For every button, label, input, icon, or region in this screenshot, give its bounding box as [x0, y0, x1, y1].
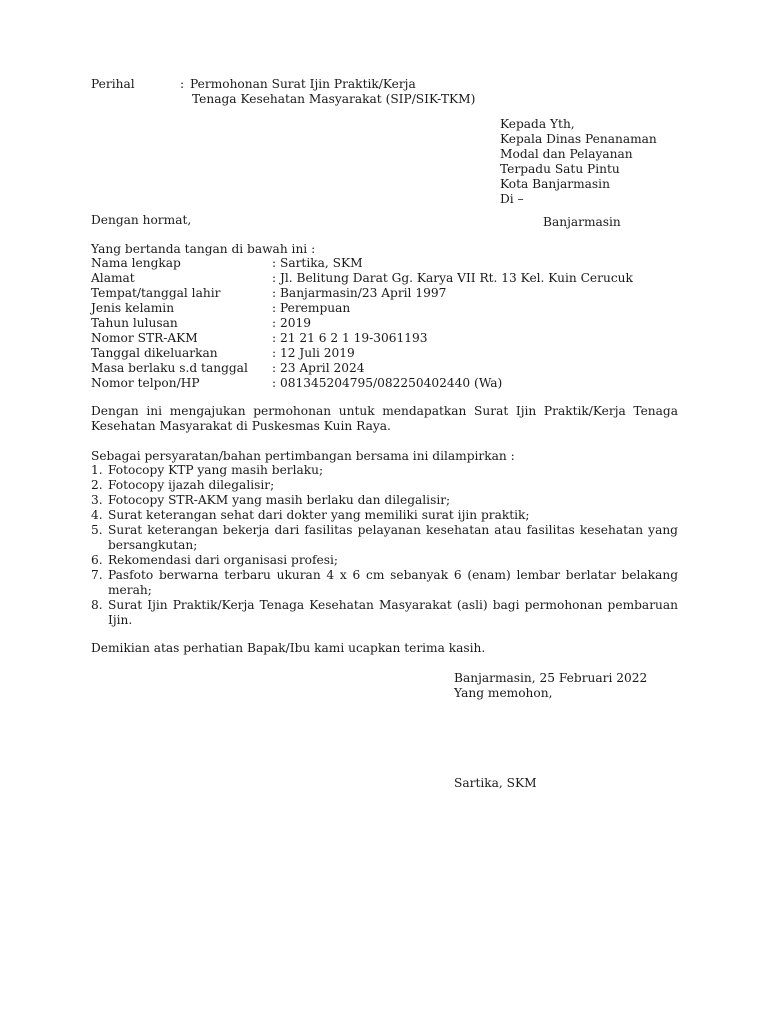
requirements-intro: Sebagai persyaratan/bahan pertimbangan bersama ini dilampirkan : [91, 449, 515, 463]
detail-label: Jenis kelamin [91, 301, 175, 315]
detail-row [91, 331, 633, 346]
detail-row [91, 316, 633, 331]
detail-label: Nomor STR-AKM [91, 331, 198, 345]
requirement-text: Surat keterangan sehat dari dokter yang memiliki surat ijin praktik; [108, 508, 530, 522]
detail-value: : Perempuan [272, 301, 351, 315]
closing-text: Demikian atas perhatian Bapak/Ibu kami ucapkan terima kasih. [91, 641, 486, 655]
salutation: Dengan hormat, [91, 213, 192, 227]
recipient-city: Banjarmasin [543, 215, 621, 229]
detail-label: Nomor telpon/HP [91, 376, 200, 390]
detail-row [91, 376, 633, 391]
detail-value: : 081345204795/082250402440 (Wa) [272, 376, 503, 390]
requirement-item [91, 553, 678, 568]
requirement-item [91, 598, 678, 628]
recipient-line: Kepada Yth, [500, 117, 575, 131]
requirement-number: 4. [91, 508, 103, 522]
detail-label: Alamat [91, 271, 135, 285]
detail-row [91, 256, 633, 271]
requirement-number: 1. [91, 463, 103, 477]
detail-label: Tahun lulusan [91, 316, 178, 330]
applicant-details [91, 256, 633, 391]
requirement-number: 5. [91, 523, 103, 537]
requirement-number: 3. [91, 493, 103, 507]
recipient-block [500, 117, 657, 230]
requirements-list [91, 463, 678, 628]
signature-label: Yang memohon, [454, 686, 553, 700]
detail-value: : 2019 [272, 316, 311, 330]
requirement-text: Fotocopy KTP yang masih berlaku; [108, 463, 324, 477]
detail-value: : Sartika, SKM [272, 256, 363, 270]
request-paragraph: Dengan ini mengajukan permohonan untuk mendapatkan Surat Ijin Praktik/Kerja Tenaga Kesehatan Masyarakat di Puskesmas Kuin Raya. [91, 404, 678, 433]
requirement-item [91, 478, 678, 493]
detail-row [91, 271, 633, 286]
requirement-item [91, 568, 678, 598]
requirement-number: 8. [91, 598, 103, 612]
detail-label: Tanggal dikeluarkan [91, 346, 218, 360]
requirement-text: Fotocopy ijazah dilegalisir; [108, 478, 275, 492]
signature-place-date: Banjarmasin, 25 Februari 2022 [454, 671, 648, 685]
detail-row [91, 286, 633, 301]
detail-value: : 21 21 6 2 1 19-3061193 [272, 331, 428, 345]
perihal-colon: : [180, 77, 185, 91]
intro-text: Yang bertanda tangan di bawah ini : [91, 242, 316, 256]
recipient-line: Terpadu Satu Pintu [500, 162, 620, 176]
recipient-line: Kota Banjarmasin [500, 177, 610, 191]
detail-row [91, 361, 633, 376]
perihal-subject-line2: Tenaga Kesehatan Masyarakat (SIP/SIK-TKM) [192, 92, 476, 106]
perihal-subject-line1: Permohonan Surat Ijin Praktik/Kerja [190, 77, 416, 91]
requirement-number: 2. [91, 478, 103, 492]
detail-row [91, 301, 633, 316]
recipient-line: Di – [500, 192, 524, 206]
requirement-item [91, 463, 678, 478]
detail-label: Nama lengkap [91, 256, 181, 270]
detail-value: : 23 April 2024 [272, 361, 365, 375]
detail-label: Tempat/tanggal lahir [91, 286, 221, 300]
detail-value: : 12 Juli 2019 [272, 346, 355, 360]
recipient-line: Modal dan Pelayanan [500, 147, 633, 161]
requirement-text: Fotocopy STR-AKM yang masih berlaku dan dilegalisir; [108, 493, 451, 507]
detail-value: : Jl. Belitung Darat Gg. Karya VII Rt. 13 Kel. Kuin Cerucuk [272, 271, 633, 285]
requirement-number: 6. [91, 553, 103, 567]
detail-label: Masa berlaku s.d tanggal [91, 361, 248, 375]
detail-value: : Banjarmasin/23 April 1997 [272, 286, 447, 300]
requirement-item [91, 493, 678, 508]
signer-name: Sartika, SKM [454, 776, 537, 790]
recipient-line: Kepala Dinas Penanaman [500, 132, 657, 146]
requirement-item [91, 508, 678, 523]
requirement-text: Surat keterangan bekerja dari fasilitas pelayanan kesehatan atau fasilitas kesehatan yang bersangkutan; [108, 523, 678, 552]
detail-row [91, 346, 633, 361]
requirement-text: Rekomendasi dari organisasi profesi; [108, 553, 338, 567]
perihal-label: Perihal [91, 77, 135, 91]
requirement-text: Pasfoto berwarna terbaru ukuran 4 x 6 cm sebanyak 6 (enam) lembar berlatar belakang merah; [108, 568, 678, 597]
requirement-item [91, 523, 678, 553]
requirement-text: Surat Ijin Praktik/Kerja Tenaga Kesehatan Masyarakat (asli) bagi permohonan pembaruan Ijin. [108, 598, 678, 627]
requirement-number: 7. [91, 568, 103, 582]
